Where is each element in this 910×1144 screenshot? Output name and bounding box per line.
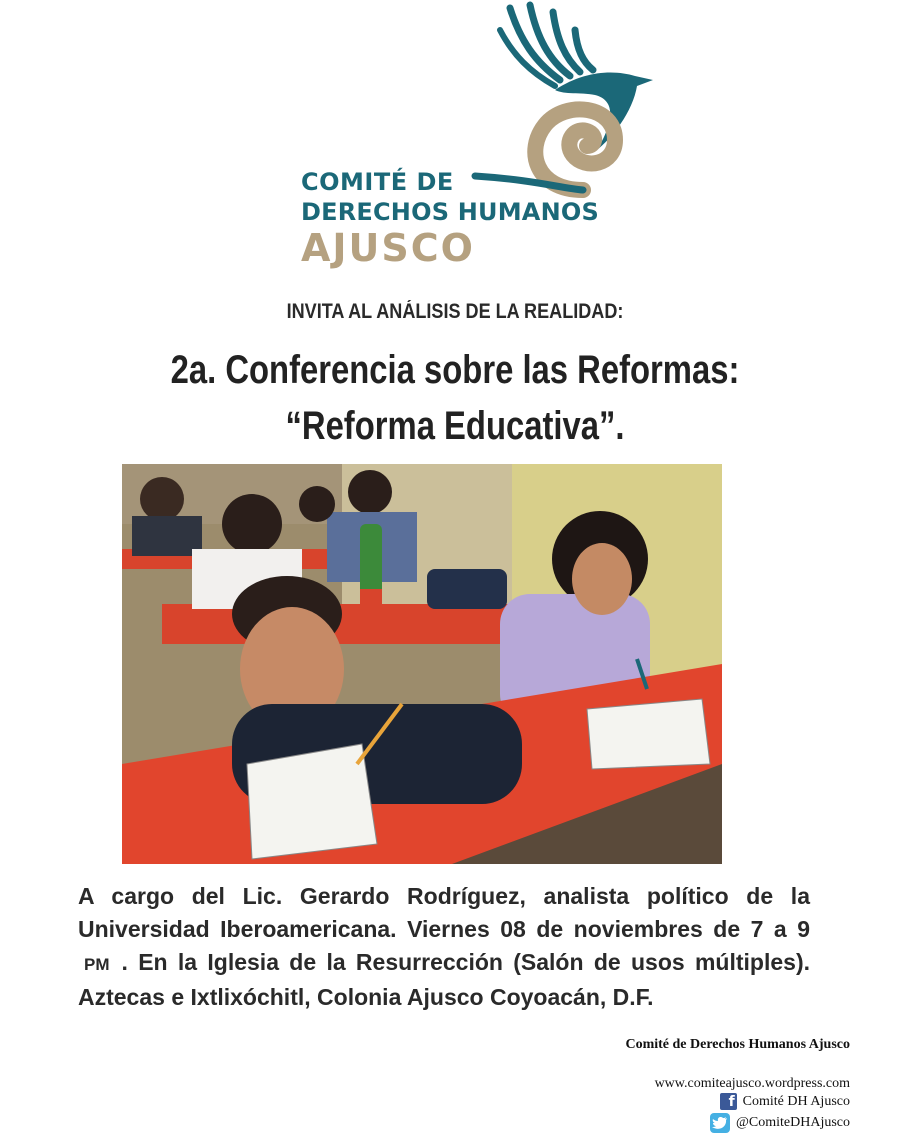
classroom-photo [122,464,722,864]
logo-text-ajusco: AJUSCO [301,226,475,270]
facebook-label: Comité DH Ajusco [742,1093,850,1109]
logo-text-comite: COMITÉ DE [301,168,454,196]
logo-text-derechos-humanos: DERECHOS HUMANOS [301,198,599,226]
facebook-link[interactable] [720,1093,850,1110]
dove-spiral-logo-icon [465,0,665,200]
twitter-icon [710,1113,730,1133]
conference-subtitle: “Reforma Educativa”. [285,404,625,448]
twitter-link[interactable] [710,1113,850,1133]
event-time-pm: PM [84,955,110,974]
website-link[interactable]: www.comiteajusco.wordpress.com [654,1076,850,1091]
organization-logo [295,0,675,275]
event-details-part2: . En la Iglesia de la Resurrección (Salón de usos múltiples). Aztecas e Ixtlixóchitl, Colonia Ajusco Coyoacán, D.F. [78,949,810,1010]
twitter-label: @ComiteDHAjusco [736,1115,850,1130]
organization-signature: Comité de Derechos Humanos Ajusco [625,1037,850,1052]
conference-title: 2a. Conferencia sobre las Reformas: [170,348,740,392]
event-details-part1: A cargo del Lic. Gerardo Rodríguez, analista político de la Universidad Iberoamericana. Viernes 08 de noviembres de 7 a 9 [78,883,810,942]
facebook-icon: f [720,1093,737,1110]
invitation-heading: INVITA AL ANÁLISIS DE LA REALIDAD: [286,300,624,323]
event-details [78,880,810,1014]
